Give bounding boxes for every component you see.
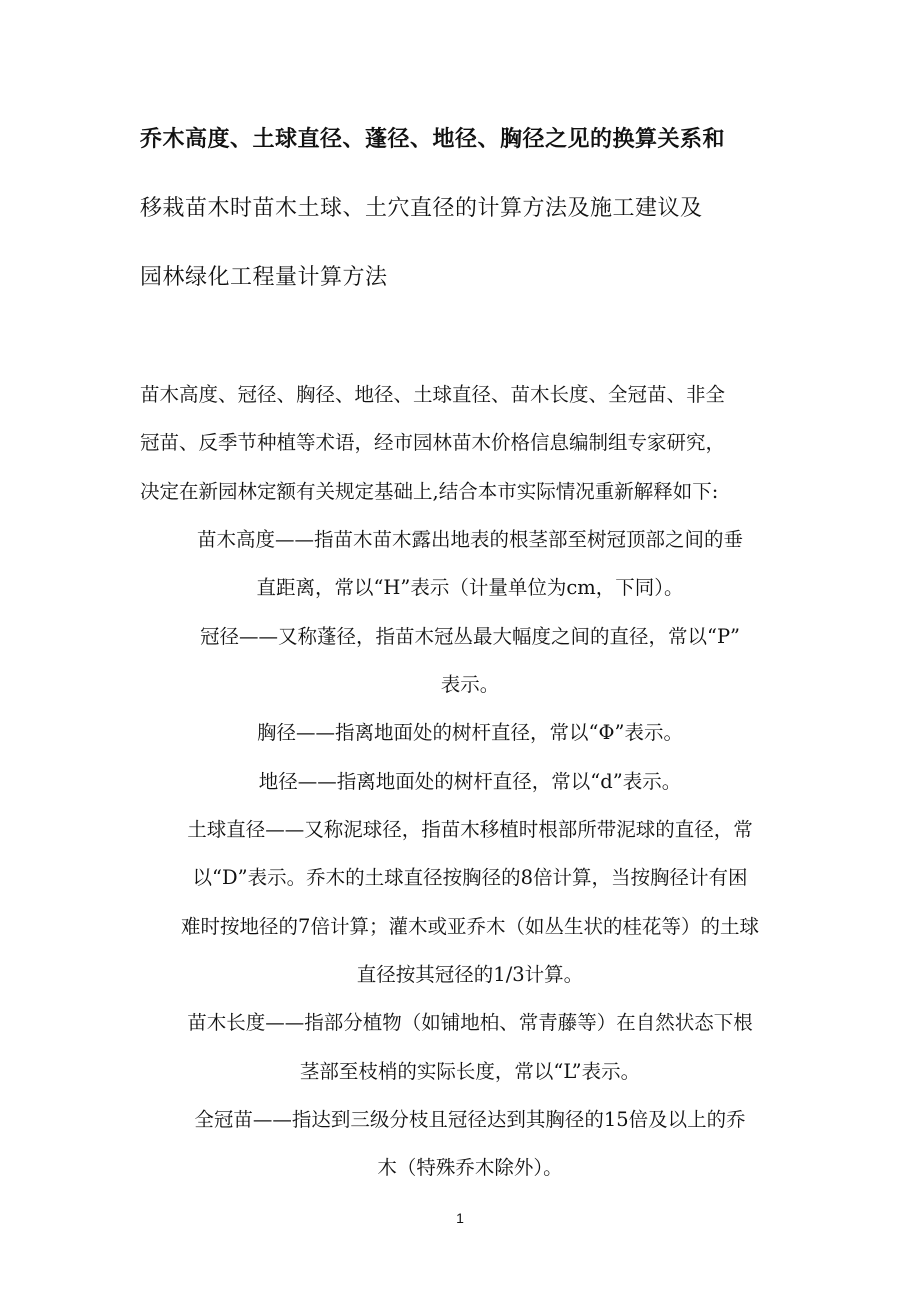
definition-fullcrown-line-2: 木（特殊乔木除外）。 (377, 1156, 563, 1179)
intro-line-1: 苗木高度、冠径、胸径、地径、土球直径、苗木长度、全冠苗、非全 (140, 383, 726, 406)
definition-ground: 地径——指离地面处的树杆直径，常以“d”表示。 (258, 770, 682, 793)
title-line-3: 园林绿化工程量计算方法 (140, 265, 388, 290)
definition-fullcrown-line-1: 全冠苗——指达到三级分枝且冠径达到其胸径的15倍及以上的乔 (194, 1108, 746, 1131)
definition-crown-line-1: 冠径——又称蓬径，指苗木冠丛最大幅度之间的直径，常以“P” (199, 625, 741, 648)
definition-breast: 胸径——指离地面处的树杆直径，常以“Φ”表示。 (257, 721, 683, 744)
definition-height-line-2: 直距离，常以“H”表示（计量单位为cm，下同）。 (256, 576, 684, 599)
definition-height-line-1: 苗木高度——指苗木苗木露出地表的根茎部至树冠顶部之间的垂 (196, 528, 743, 551)
definition-length-line-2: 茎部至枝梢的实际长度，常以“L”表示。 (299, 1060, 641, 1083)
definition-soilball-line-3: 难时按地径的7倍计算；灌木或亚乔木（如丛生状的桂花等）的土球 (181, 915, 759, 938)
intro-line-3: 决定在新园林定额有关规定基础上,结合本市实际情况重新解释如下: (140, 480, 719, 503)
definition-length-line-1: 苗木长度——指部分植物（如铺地柏、常青藤等）在自然状态下根 (187, 1011, 753, 1034)
definition-crown-line-2: 表示。 (440, 673, 500, 696)
title-line-1: 乔木高度、土球直径、蓬径、地径、胸径之见的换算关系和 (140, 126, 726, 152)
intro-line-2: 冠苗、反季节种植等术语，经市园林苗木价格信息编制组专家研究， (140, 431, 726, 454)
definition-soilball-line-2: 以“D”表示。乔木的土球直径按胸径的8倍计算，当按胸径计有困 (192, 866, 748, 889)
definition-soilball-line-4: 直径按其冠径的1/3计算。 (356, 963, 584, 986)
title-line-2: 移栽苗木时苗木土球、土穴直径的计算方法及施工建议及 (140, 196, 703, 221)
page-number: 1 (456, 1210, 464, 1226)
definition-soilball-line-1: 土球直径——又称泥球径，指苗木移植时根部所带泥球的直径，常 (187, 818, 753, 841)
